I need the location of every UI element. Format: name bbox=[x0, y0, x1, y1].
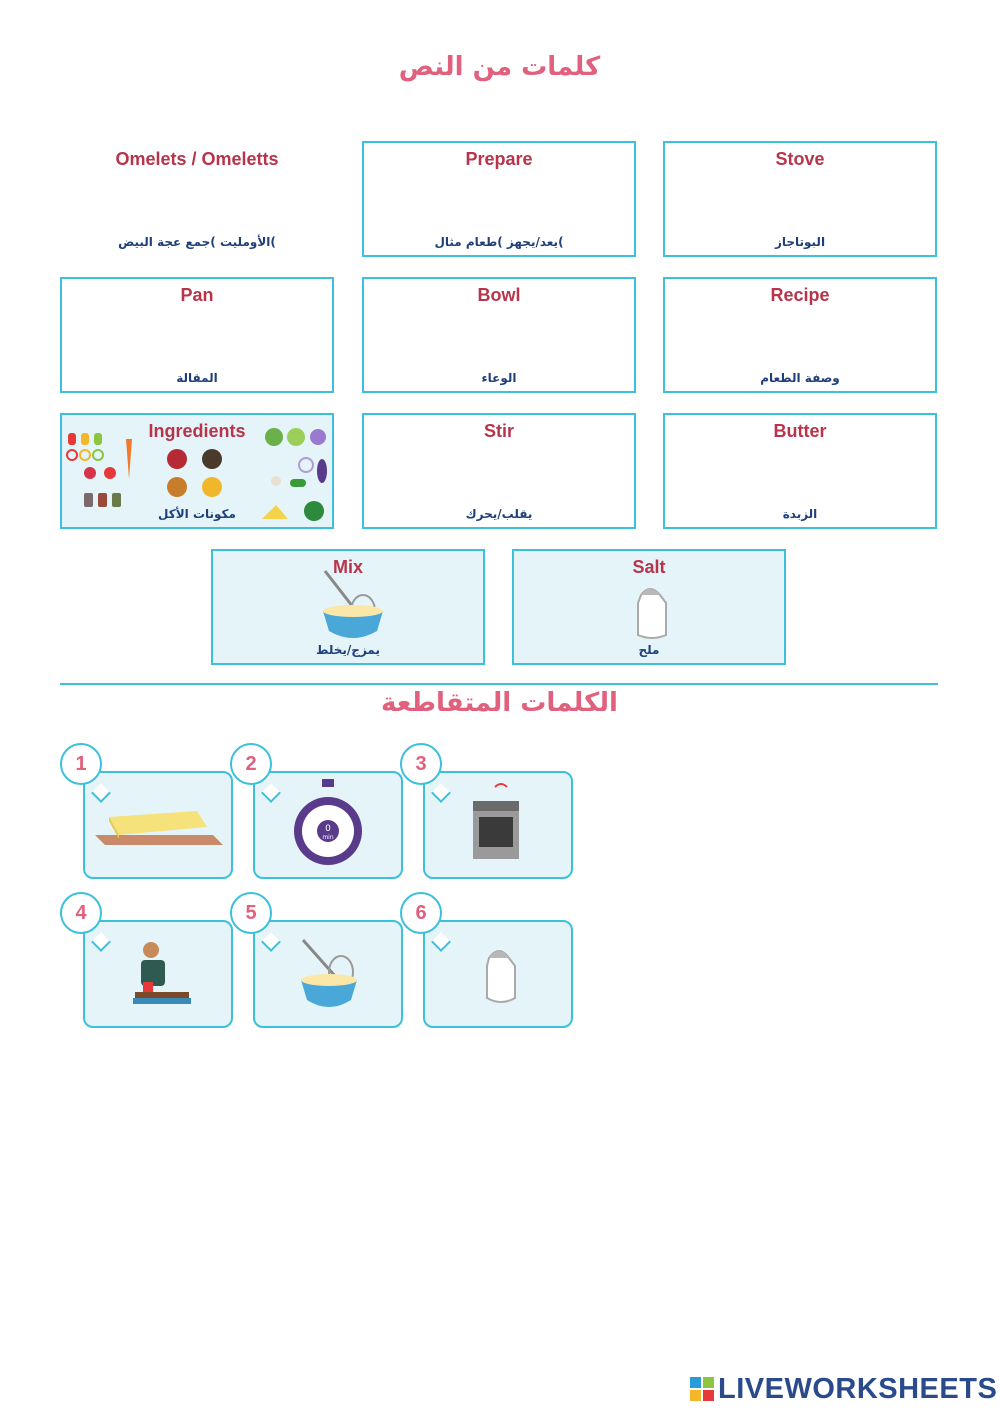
vocab-card-recipe bbox=[663, 277, 937, 393]
english-word: Stove bbox=[775, 149, 825, 169]
puzzle-number: 4 bbox=[60, 892, 102, 934]
vocab-card-bowl bbox=[362, 277, 636, 393]
vocab-card-stove bbox=[663, 141, 937, 257]
arabic-meaning: يعد/يجهز )طعام مثال( bbox=[434, 235, 564, 249]
puzzle-number: 3 bbox=[400, 743, 442, 785]
puzzle-number: 5 bbox=[230, 892, 272, 934]
page-title: كلمات من النص bbox=[398, 52, 601, 82]
english-word: Prepare bbox=[465, 149, 533, 169]
arabic-meaning: مكونات الأكل bbox=[158, 507, 236, 521]
english-word: Omelets / Omeletts bbox=[115, 149, 279, 169]
footer-brand: LIVEWORKSHEETS bbox=[718, 1372, 998, 1405]
arabic-meaning: ملح bbox=[638, 643, 660, 657]
english-word: Salt bbox=[632, 557, 666, 577]
vocab-card-prepare bbox=[362, 141, 636, 257]
arabic-meaning: المقالة bbox=[176, 371, 218, 385]
vocab-card-omelets bbox=[60, 141, 334, 257]
english-word: Recipe bbox=[770, 285, 830, 305]
section-divider bbox=[60, 683, 938, 685]
arabic-meaning: يمزج/يخلط bbox=[316, 643, 380, 657]
arabic-meaning: البوتاجاز bbox=[774, 235, 826, 249]
logo-blocks-icon bbox=[690, 1377, 714, 1401]
vocab-card-salt bbox=[512, 549, 786, 665]
puzzle-number: 6 bbox=[400, 892, 442, 934]
stopwatch-value: 0 bbox=[325, 824, 331, 834]
crossword-title: الكلمات المتقاطعة bbox=[381, 688, 618, 718]
stopwatch-unit: min bbox=[322, 834, 334, 841]
arabic-meaning: الوعاء bbox=[481, 371, 517, 385]
arabic-meaning: الأومليت )جمع عجة البيض( bbox=[118, 235, 276, 249]
english-word: Butter bbox=[773, 421, 827, 441]
vocab-card-mix bbox=[211, 549, 485, 665]
vocab-card-ingredients bbox=[60, 413, 334, 529]
vocab-card-butter bbox=[663, 413, 937, 529]
english-word: Bowl bbox=[477, 285, 521, 305]
puzzle-number: 1 bbox=[60, 743, 102, 785]
vocab-card-pan bbox=[60, 277, 334, 393]
arabic-meaning: الزبدة bbox=[782, 507, 818, 521]
arabic-meaning: وصفة الطعام bbox=[760, 371, 840, 385]
arabic-meaning: يقلب/يحرك bbox=[465, 507, 533, 521]
liveworksheets-logo bbox=[690, 1372, 997, 1406]
vocab-card-stir bbox=[362, 413, 636, 529]
puzzle-number: 2 bbox=[230, 743, 272, 785]
english-word: Stir bbox=[483, 421, 514, 441]
english-word: Mix bbox=[332, 557, 363, 577]
english-word: Pan bbox=[180, 285, 214, 305]
english-word: Ingredients bbox=[148, 421, 246, 441]
